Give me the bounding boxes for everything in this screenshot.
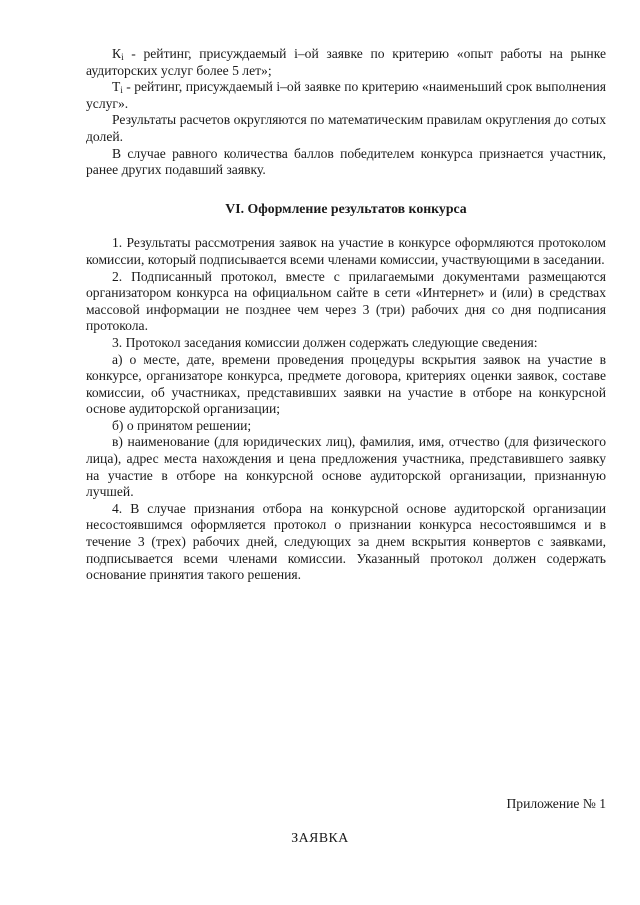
t-subscript: i [120,85,123,96]
item-1: 1. Результаты рассмотрения заявок на участие в конкурсе оформляются протоколом комиссии, который подписывается всеми членами комиссии, участвующими в заседании. [86,235,606,267]
item-3b: б) о принятом решении; [112,417,252,433]
t-text: - рейтинг, присуждаемый i–ой заявке по критерию «наименьший срок выполнения услуг». [86,79,606,111]
item-3c: в) наименование (для юридических лиц), фамилия, имя, отчество (для физического лица), адрес места нахождения и цена предложения участника, представившего заявку на участие в отборе на конкурсной основе аудиторской организации, признанную лучшей. [86,434,606,500]
t-letter: Т [112,79,121,95]
k-letter: К [112,46,122,61]
item-3a: а) о месте, дате, времени проведения процедуры вскрытия заявок на участие в конкурсе, организаторе конкурса, предмете договора, критериях оценки заявок, составе комиссии, об участниках, представивших заявки на участие в отборе на конкурсной основе аудиторской организации; [86,351,606,417]
k-text: - рейтинг, присуждаемый i–ой заявке по критерию «опыт работы на рынке аудиторских услуг более 5 лет»; [86,46,606,78]
item-3: 3. Протокол заседания комиссии должен содержать следующие сведения: [112,334,538,350]
item-2: 2. Подписанный протокол, вместе с прилагаемыми документами размещаются организатором конкурса на официальном сайте в сети «Интернет» и (или) в средствах массовой информации не позднее чем через 3 (три) рабочих дня со дня подписания протокола. [86,268,606,334]
paragraph-k-rating [86,46,606,79]
paragraph-rounding: Результаты расчетов округляются по математическим правилам округления до сотых долей. [86,112,606,144]
document-body [86,46,606,584]
appendix-label: Приложение № 1 [506,796,606,811]
item-4: 4. В случае признания отбора на конкурсной основе аудиторской организации несостоявшимся оформляется протокол о признании конкурса несостоявшимся и в течение 3 (трех) рабочих дней, следующих за днем вскрытия конвертов с заявками, подписывается всеми членами комиссии. Указанный протокол должен содержать основание принятия такого решения. [86,500,606,583]
document-title: ЗАЯВКА [291,830,349,845]
paragraph-t-rating [86,79,606,112]
section-title: VI. Оформление результатов конкурса [225,200,467,216]
paragraph-tie-break: В случае равного количества баллов победителем конкурса признается участник, ранее других подавший заявку. [86,145,606,178]
k-subscript: i [121,52,124,62]
